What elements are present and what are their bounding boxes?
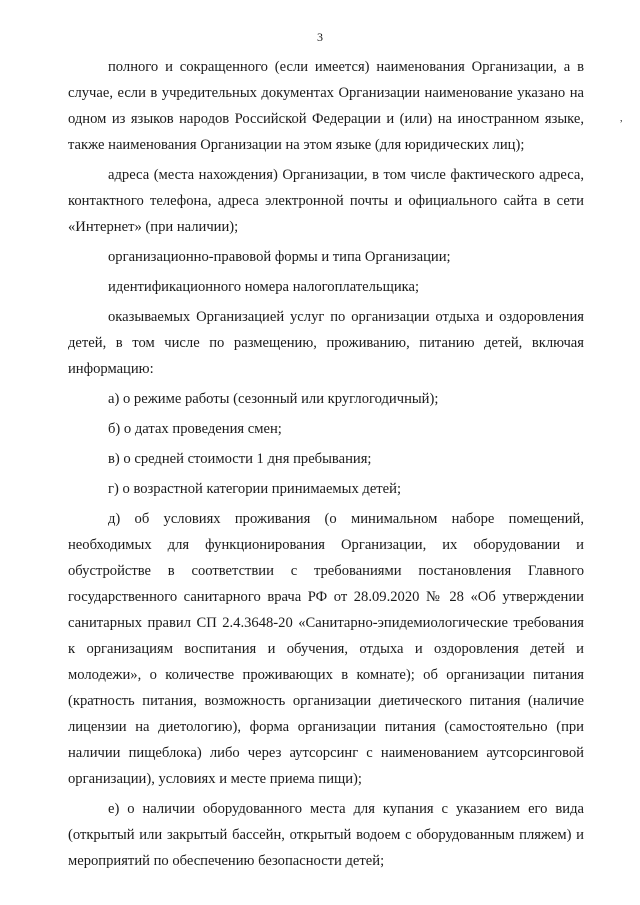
margin-mark: ,	[620, 113, 623, 124]
list-item-a: а) о режиме работы (сезонный или круглогодичный);	[108, 391, 439, 407]
paragraph-services: оказываемых Организацией услуг по организации отдыха и оздоровления детей, в том числе по размещению, проживанию, питанию детей, включая информацию:	[68, 309, 584, 377]
paragraph-org-name: полного и сокращенного (если имеется) наименования Организации, а в случае, если в учредительных документах Организации наименование указано на одном из языков народов Российской Федерации и (или) на иностранном языке, также наименования Организации на этом языке (для юридических лиц);	[68, 59, 584, 153]
list-item-d: г) о возрастной категории принимаемых детей;	[108, 481, 402, 497]
list-item-e: д) об условиях проживания (о минимальном наборе помещений, необходимых для функционирования Организации, их оборудовании и обустройстве в соответствии с требованиями постановления Главного государственного санитарного врача РФ от 28.09.2020 № 28 «Об утверждении санитарных правил СП 2.4.3648-20 «Санитарно-эпидемиологические требования к организациям воспитания и обучения, отдыха и оздоровления детей и молодежи», о количестве проживающих в комнате); об организации питания (кратность питания, возможность организации диетического питания (наличие лицензии на диетологию), форма организации питания (самостоятельно (при наличии пищеблока) либо через аутсорсинг с наименованием аутсорсинговой организации), условиях и месте приема пищи);	[68, 511, 584, 787]
page-number: 3	[317, 30, 323, 44]
paragraph-tax-id: идентификационного номера налогоплательщика;	[108, 279, 420, 295]
list-item-c: в) о средней стоимости 1 дня пребывания;	[108, 451, 372, 467]
paragraph-address: адреса (места нахождения) Организации, в том числе фактического адреса, контактного телефона, адреса электронной почты и официального сайта в сети «Интернет» (при наличии);	[68, 167, 584, 235]
list-item-b: б) о датах проведения смен;	[108, 421, 282, 437]
list-item-f: е) о наличии оборудованного места для купания с указанием его вида (открытый или закрытый бассейн, открытый водоем с оборудованным пляжем) и мероприятий по обеспечению безопасности детей;	[68, 801, 584, 869]
paragraph-legal-form: организационно-правовой формы и типа Организации;	[108, 249, 451, 265]
body-text	[68, 54, 584, 874]
